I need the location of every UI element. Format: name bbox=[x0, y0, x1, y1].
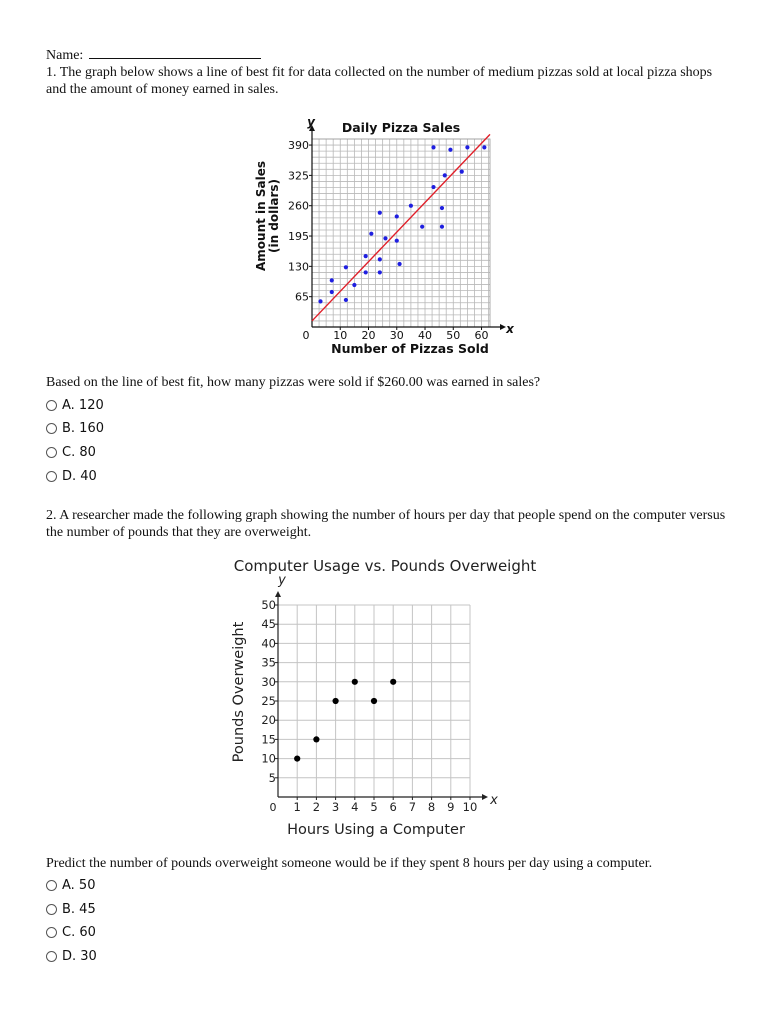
data-point bbox=[397, 262, 401, 266]
y-tick-label: 65 bbox=[295, 290, 309, 304]
q2-prompt: 2. A researcher made the following graph showing the number of hours per day that people spend on the computer versus the number of pounds that they are overweight. bbox=[46, 508, 726, 540]
data-point bbox=[443, 173, 447, 177]
data-point bbox=[440, 225, 444, 229]
data-point bbox=[330, 290, 334, 294]
computer-usage-chart bbox=[220, 550, 560, 845]
data-point bbox=[352, 679, 358, 685]
x-tick-label: 3 bbox=[331, 800, 340, 814]
x-tick-label: 20 bbox=[361, 329, 376, 342]
y-tick-label: 5 bbox=[268, 770, 276, 785]
data-point bbox=[371, 698, 377, 704]
q2-choice-a[interactable] bbox=[46, 876, 95, 894]
choice-label: D. 40 bbox=[62, 468, 97, 484]
pizza-chart-origin: 0 bbox=[302, 329, 310, 342]
data-point bbox=[383, 236, 387, 240]
computer-chart-x-letter: x bbox=[490, 793, 498, 808]
y-tick-label: 40 bbox=[261, 636, 276, 651]
choice-label: B. 160 bbox=[62, 420, 104, 436]
y-tick-label: 45 bbox=[261, 617, 276, 632]
data-point bbox=[330, 278, 334, 282]
data-point bbox=[352, 283, 356, 287]
data-point bbox=[395, 214, 399, 218]
x-tick-label: 50 bbox=[446, 329, 461, 342]
y-tick-label: 20 bbox=[261, 713, 276, 728]
data-point bbox=[364, 270, 368, 274]
radio-icon[interactable] bbox=[46, 471, 57, 482]
computer-chart-ylabel: Pounds Overweight bbox=[231, 621, 247, 763]
data-point bbox=[409, 204, 413, 208]
y-tick-label: 10 bbox=[261, 751, 276, 766]
choice-label: C. 80 bbox=[62, 444, 96, 460]
radio-icon[interactable] bbox=[46, 423, 57, 434]
y-tick-label: 35 bbox=[261, 655, 276, 670]
data-point bbox=[460, 170, 464, 174]
y-tick-label: 15 bbox=[261, 732, 276, 747]
q2-question: Predict the number of pounds overweight someone would be if they spent 8 hours per day using a computer. bbox=[46, 856, 653, 871]
q1-question: Based on the line of best fit, how many pizzas were sold if $260.00 was earned in sales? bbox=[46, 375, 541, 390]
name-line bbox=[46, 46, 261, 64]
data-point bbox=[378, 270, 382, 274]
pizza-chart-title: Daily Pizza Sales bbox=[341, 120, 461, 135]
pizza-chart-ylabel-line2: (in dollars) bbox=[267, 178, 281, 254]
data-point bbox=[390, 679, 396, 685]
data-point bbox=[294, 756, 300, 762]
data-point bbox=[364, 254, 368, 258]
data-point bbox=[420, 225, 424, 229]
data-point bbox=[369, 232, 373, 236]
data-point bbox=[318, 299, 322, 303]
x-tick-label: 1 bbox=[293, 800, 301, 814]
computer-chart-y-letter: y bbox=[278, 573, 286, 588]
q1-choice-b[interactable] bbox=[46, 419, 104, 437]
x-tick-label: 4 bbox=[351, 800, 359, 814]
data-point bbox=[395, 239, 399, 243]
pizza-sales-chart bbox=[240, 112, 530, 362]
data-point bbox=[378, 211, 382, 215]
x-tick-label: 10 bbox=[462, 800, 478, 814]
pizza-chart-x-letter: x bbox=[506, 322, 514, 336]
radio-icon[interactable] bbox=[46, 927, 57, 938]
data-point bbox=[378, 257, 382, 261]
pizza-chart-xlabel: Number of Pizzas Sold bbox=[331, 341, 489, 356]
y-tick-label: 130 bbox=[288, 260, 309, 274]
data-point bbox=[431, 185, 435, 189]
choice-label: D. 30 bbox=[62, 948, 97, 964]
x-tick-label: 40 bbox=[418, 329, 433, 342]
pizza-chart-fit-line-group bbox=[312, 134, 490, 321]
computer-chart-title: Computer Usage vs. Pounds Overweight bbox=[233, 557, 537, 575]
data-point bbox=[333, 698, 339, 704]
data-point bbox=[482, 145, 486, 149]
x-axis-arrow-icon bbox=[482, 794, 488, 800]
radio-icon[interactable] bbox=[46, 951, 57, 962]
pizza-chart-grid bbox=[312, 139, 490, 327]
x-tick-label: 2 bbox=[312, 800, 321, 814]
x-tick-label: 6 bbox=[389, 800, 397, 814]
data-point bbox=[448, 148, 452, 152]
radio-icon[interactable] bbox=[46, 400, 57, 411]
choice-label: A. 50 bbox=[62, 877, 96, 893]
data-point bbox=[344, 265, 348, 269]
q2-choice-c[interactable] bbox=[46, 923, 96, 941]
q2-choice-b[interactable] bbox=[46, 900, 96, 918]
x-tick-label: 60 bbox=[474, 329, 489, 342]
y-axis-arrow-icon bbox=[275, 591, 281, 597]
y-tick-label: 260 bbox=[288, 199, 309, 213]
data-point bbox=[465, 145, 469, 149]
name-blank[interactable] bbox=[89, 46, 261, 59]
grid-frame bbox=[312, 139, 490, 327]
x-tick-label: 9 bbox=[447, 800, 455, 814]
y-tick-label: 390 bbox=[288, 139, 309, 153]
pizza-chart-ylabel-line1: Amount in Sales bbox=[254, 160, 268, 272]
choice-label: B. 45 bbox=[62, 901, 96, 917]
x-tick-label: 7 bbox=[408, 800, 417, 814]
x-tick-label: 10 bbox=[333, 329, 348, 342]
x-tick-label: 8 bbox=[427, 800, 436, 814]
best-fit-line bbox=[312, 134, 490, 321]
y-tick-label: 195 bbox=[288, 230, 309, 244]
q1-choice-c[interactable] bbox=[46, 443, 96, 461]
name-label: Name: bbox=[46, 48, 84, 63]
computer-chart-xlabel: Hours Using a Computer bbox=[287, 822, 465, 838]
data-point bbox=[313, 736, 319, 742]
q2-choice-d[interactable] bbox=[46, 947, 97, 965]
radio-icon[interactable] bbox=[46, 880, 57, 891]
q1-prompt: 1. The graph below shows a line of best fit for data collected on the number of medium pizzas sold at local pizza shops and the amount of money earned in sales. bbox=[46, 65, 713, 97]
radio-icon[interactable] bbox=[46, 447, 57, 458]
computer-chart-origin: 0 bbox=[269, 801, 277, 814]
x-tick-label: 5 bbox=[370, 800, 378, 814]
choice-label: C. 60 bbox=[62, 924, 96, 940]
y-tick-label: 30 bbox=[261, 674, 276, 689]
q1-choice-d[interactable] bbox=[46, 467, 97, 485]
data-point bbox=[344, 298, 348, 302]
radio-icon[interactable] bbox=[46, 904, 57, 915]
x-tick-label: 30 bbox=[389, 329, 404, 342]
y-tick-label: 25 bbox=[261, 694, 276, 708]
y-tick-label: 50 bbox=[261, 598, 276, 612]
pizza-chart-y-letter: y bbox=[307, 115, 315, 129]
q1-choice-a[interactable] bbox=[46, 396, 104, 414]
y-tick-label: 325 bbox=[288, 169, 309, 183]
x-axis-arrow-icon bbox=[500, 324, 506, 330]
data-point bbox=[440, 206, 444, 210]
choice-label: A. 120 bbox=[62, 397, 104, 413]
data-point bbox=[431, 145, 435, 149]
